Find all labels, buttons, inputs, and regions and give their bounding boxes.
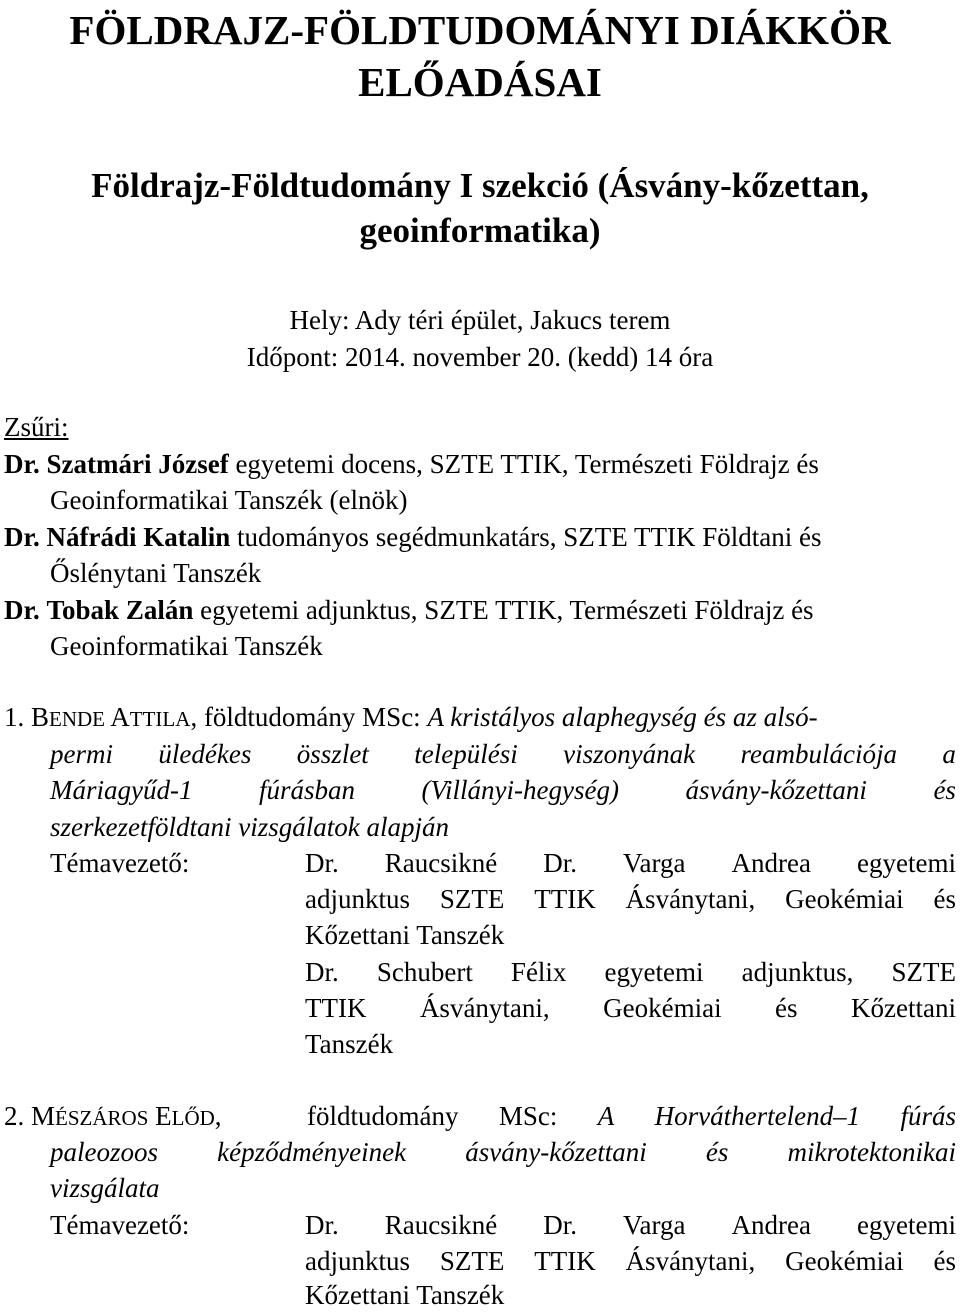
- jury-member-1-dept: Geoinformatikai Tanszék (elnök): [50, 485, 408, 515]
- jury-member-1: [4, 447, 819, 481]
- jury-member-3: [4, 593, 814, 627]
- talk-2-supervisor-line2: adjunktus SZTE TTIK Ásványtani, Geokémiai és: [305, 1246, 956, 1276]
- talk-2-supervisor-line1: Dr. Raucsikné Dr. Varga Andrea egyetemi: [305, 1210, 956, 1240]
- jury-member-1-role: egyetemi docens, SZTE TTIK, Természeti Földrajz és: [235, 449, 819, 479]
- talk-1-header: [4, 700, 818, 736]
- jury-member-1-name: Szatmári József: [46, 449, 229, 479]
- talk-1-title-line3: Máriagyűd-1 fúrásban (Villányi-hegység) ásvány-kőzettani és: [50, 775, 956, 805]
- talk-2-author: MÉSZÁROS ELŐD,: [31, 1101, 222, 1131]
- jury-member-3-dept: Geoinformatikai Tanszék: [50, 631, 323, 661]
- talk-1-title-line1: A kristályos alaphegység és az alsó-: [427, 702, 818, 732]
- jury-label: Zsűri:: [4, 412, 69, 442]
- talk-2-program-2: MSc:: [498, 1101, 558, 1131]
- venue-line: Hely: Ady téri épület, Jakucs terem: [289, 305, 671, 335]
- talk-1-supervisor-line5: TTIK Ásványtani, Geokémiai és Kőzettani: [305, 993, 956, 1023]
- jury-member-2-role: tudományos segédmunkatárs, SZTE TTIK Földtani és: [237, 522, 822, 552]
- jury-member-2-dept: Őslénytani Tanszék: [50, 558, 262, 588]
- jury-member-3-name: Tobak Zalán: [46, 595, 194, 625]
- jury-member-2: [4, 520, 821, 554]
- jury-member-2-name: Náfrádi Katalin: [46, 522, 231, 552]
- talk-1-title-line4: szerkezetföldtani vizsgálatok alapján: [50, 812, 449, 842]
- talk-2-supervisor-line3: Kőzettani Tanszék: [305, 1280, 505, 1310]
- talk-2-header-left: [4, 1099, 222, 1135]
- talk-2-title-line2: paleozoos képződményeinek ásvány-kőzettani és mikrotektonikai: [50, 1137, 956, 1167]
- section-title-line1: Földrajz-Földtudomány I szekció (Ásvány-kőzettan,: [91, 166, 869, 205]
- time-line: Időpont: 2014. november 20. (kedd) 14 óra: [246, 342, 714, 372]
- talk-1-supervisor-line6: Tanszék: [305, 1029, 394, 1059]
- main-title-line2: ELŐADÁSAI: [358, 59, 602, 105]
- talk-2-program-1: földtudomány: [307, 1101, 459, 1131]
- talk-1-supervisor-line4: Dr. Schubert Félix egyetemi adjunktus, SZTE: [305, 957, 956, 987]
- talk-1-author: BENDE ATTILA: [31, 702, 191, 732]
- talk-1-supervisor-line2: adjunktus SZTE TTIK Ásványtani, Geokémiai és: [305, 884, 956, 914]
- talk-2-number: 2.: [4, 1101, 25, 1131]
- main-title-line1: FÖLDRAJZ-FÖLDTUDOMÁNYI DIÁKKÖR: [69, 7, 891, 53]
- talk-1-supervisor-line3: Kőzettani Tanszék: [305, 920, 505, 950]
- talk-1-supervisor-line1: Dr. Raucsikné Dr. Varga Andrea egyetemi: [305, 848, 956, 878]
- talk-2-header-right: földtudomány MSc: A Horváthertelend–1 fúrás: [307, 1101, 956, 1131]
- section-title-line2: geoinformatika): [359, 211, 601, 250]
- jury-member-1-prefix: Dr.: [4, 449, 40, 479]
- talk-1-program: , földtudomány MSc:: [190, 702, 421, 732]
- jury-member-3-prefix: Dr.: [4, 595, 40, 625]
- talk-1-number: 1.: [4, 702, 25, 732]
- jury-member-3-role: egyetemi adjunktus, SZTE TTIK, Természeti Földrajz és: [200, 595, 814, 625]
- talk-1-title-line2: permi üledékes összlet települési viszonyának reambulációja a: [50, 739, 956, 769]
- talk-2-title-line3: vizsgálata: [50, 1173, 160, 1203]
- talk-2-supervisor-label: Témavezető:: [50, 1210, 190, 1240]
- jury-member-2-prefix: Dr.: [4, 522, 40, 552]
- talk-1-supervisor-label: Témavezető:: [50, 848, 190, 878]
